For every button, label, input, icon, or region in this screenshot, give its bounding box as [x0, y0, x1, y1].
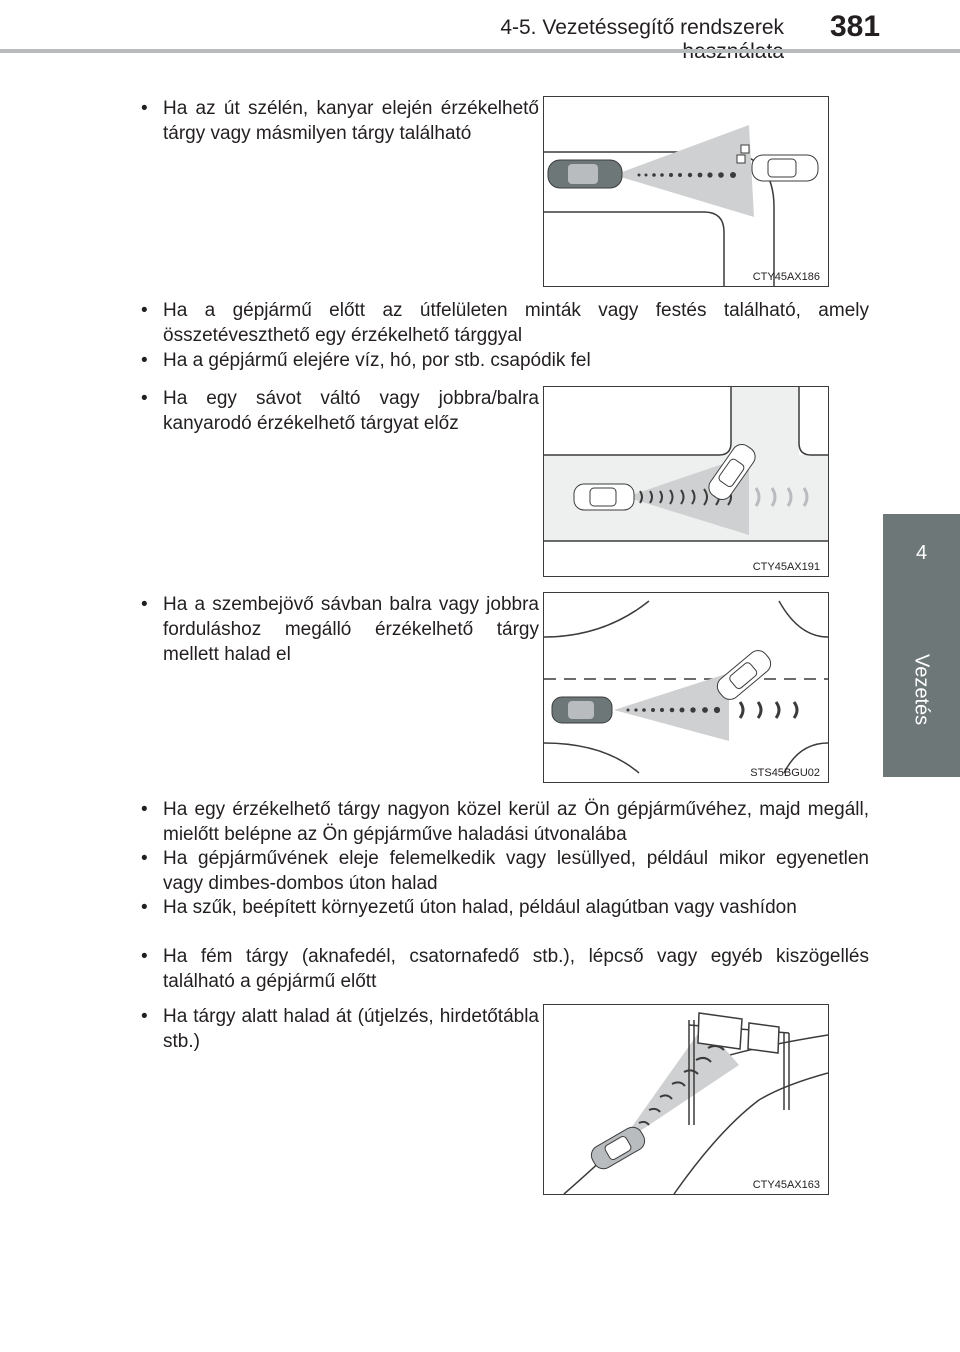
figure-illustration — [544, 593, 828, 782]
bullet-item: • Ha a szembejövő sávban balra vagy jobbra forduláshoz megálló érzékelhető tárgy mellett halad el — [141, 592, 539, 667]
section-title: 4-5. Vezetéssegítő rendszerek — [500, 16, 784, 39]
figure-lane-change — [543, 386, 829, 577]
figure-illustration — [544, 97, 828, 286]
bullet-item: • Ha gépjárművének eleje felemelkedik vagy lesüllyed, például mikor egyenetlen vagy dimbes-dombos úton halad — [141, 846, 869, 896]
chapter-number: 4 — [915, 542, 928, 564]
bullet-item: • Ha szűk, beépített környezetű úton halad, például alagútban vagy vashídon — [141, 895, 869, 920]
bullet-item: • Ha tárgy alatt halad át (útjelzés, hirdetőtábla stb.) — [141, 1004, 539, 1054]
bullet-item: • Ha egy érzékelhető tárgy nagyon közel kerül az Ön gépjárművéhez, majd megáll, mielőtt belépne az Ön gépjárműve haladási útvonalába — [141, 797, 869, 847]
chapter-label: Vezetés — [910, 654, 933, 726]
figure-code: CTY45AX163 — [752, 1179, 820, 1191]
chapter-tab — [883, 514, 960, 777]
figure-oncoming-turn — [543, 592, 829, 783]
figure-code: CTY45AX186 — [752, 271, 820, 283]
figure-illustration — [544, 1005, 828, 1194]
bullet-item: • Ha fém tárgy (aknafedél, csatornafedő stb.), lépcső vagy egyéb kiszögellés található a gépjármű előtt — [141, 944, 869, 994]
figure-roadside-object — [543, 96, 829, 287]
figure-overhead-sign — [543, 1004, 829, 1195]
bullet-item: • Ha az út szélén, kanyar elején érzékelhető tárgy vagy másmilyen tárgy található — [141, 96, 539, 146]
figure-code: CTY45AX191 — [752, 561, 820, 573]
bullet-item: • Ha a gépjármű elejére víz, hó, por stb. csapódik fel — [141, 348, 869, 373]
page-number: 381 — [830, 10, 881, 43]
figure-code: STS45BGU02 — [750, 767, 820, 779]
figure-illustration — [544, 387, 828, 576]
bullet-item: • Ha egy sávot váltó vagy jobbra/balra kanyarodó érzékelhető tárgyat előz — [141, 386, 539, 436]
bullet-item: • Ha a gépjármű előtt az útfelületen minták vagy festés található, amely összetéveszthető egy érzékelhető tárggyal — [141, 298, 869, 348]
header-divider — [0, 49, 960, 53]
